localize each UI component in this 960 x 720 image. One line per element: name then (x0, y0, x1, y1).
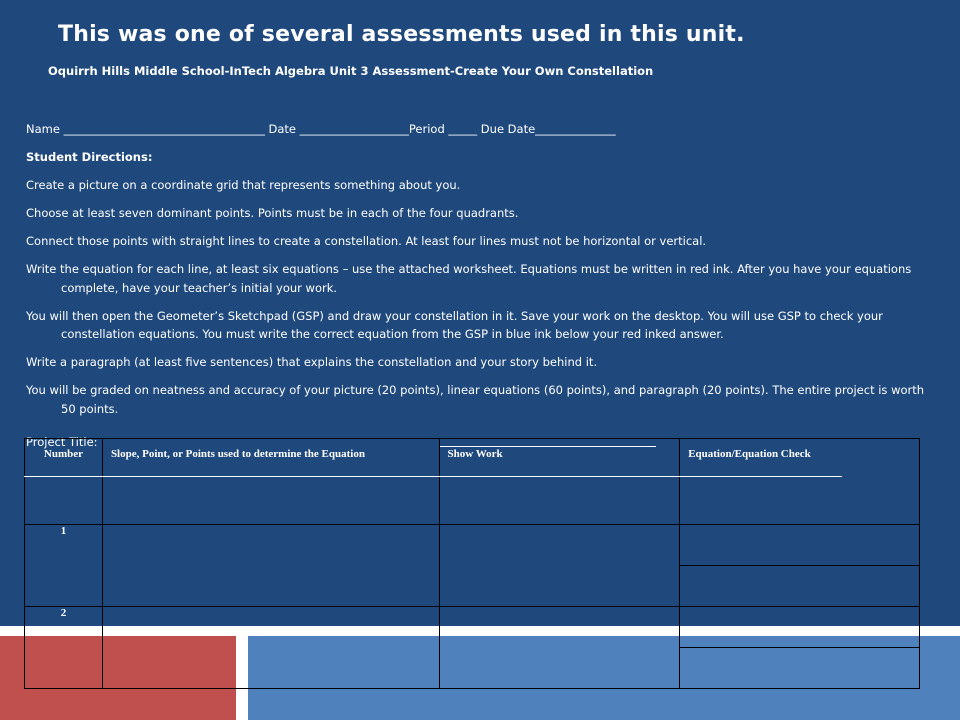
column-header-equation-check: Equation/Equation Check (680, 439, 920, 525)
project-title-label: Project Title: (26, 435, 98, 449)
direction-item: Write a paragraph (at least five sentences) that explains the constellation and your story behind it. (26, 355, 598, 369)
directions-heading: Student Directions: (26, 150, 153, 164)
column-header-show-work: Show Work (439, 439, 680, 525)
column-header-number: Number (25, 439, 103, 525)
table-header-row (25, 439, 920, 525)
direction-item: Create a picture on a coordinate grid that represents something about you. (26, 178, 461, 192)
table-header-underline (24, 476, 842, 477)
row-number: 2 (25, 607, 103, 689)
show-work-cell[interactable] (439, 525, 680, 607)
equation-check-cell[interactable] (680, 648, 920, 689)
slope-point-cell[interactable] (102, 525, 439, 607)
document-body (26, 120, 931, 428)
table-row (25, 525, 920, 566)
equation-check-cell[interactable] (680, 566, 920, 607)
document-subtitle: Oquirrh Hills Middle School-InTech Algebra Unit 3 Assessment-Create Your Own Constellation (48, 64, 654, 78)
name-date-line: Name ___________________________________ Date ___________________Period _____ Due Date______________ (26, 122, 616, 136)
column-header-slope-point: Slope, Point, or Points used to determine the Equation (102, 439, 439, 525)
direction-item: Connect those points with straight lines to create a constellation. At least four lines must not be horizontal or vertical. (26, 234, 707, 248)
equation-cell[interactable] (680, 525, 920, 566)
direction-item: Write the equation for each line, at least six equations – use the attached worksheet. Equations must be written in red ink. After you have your equations complete, have your teacher’s initial your work. (26, 262, 912, 295)
table-row (25, 607, 920, 648)
direction-item: You will be graded on neatness and accuracy of your picture (20 points), linear equations (60 points), and paragraph (20 points). The entire project is worth 50 points. (26, 383, 925, 416)
slide-title: This was one of several assessments used in this unit. (58, 22, 745, 47)
direction-item: Choose at least seven dominant points. Points must be in each of the four quadrants. (26, 206, 519, 220)
slope-point-cell[interactable] (102, 607, 439, 689)
equation-cell[interactable] (680, 607, 920, 648)
row-number: 1 (25, 525, 103, 607)
show-work-cell[interactable] (439, 607, 680, 689)
direction-item: You will then open the Geometer’s Sketchpad (GSP) and draw your constellation in it. Save your work on the desktop. You will use GSP to check your constellation equations. You must write the correct equation from the GSP in blue ink below your red inked answer. (26, 308, 883, 341)
